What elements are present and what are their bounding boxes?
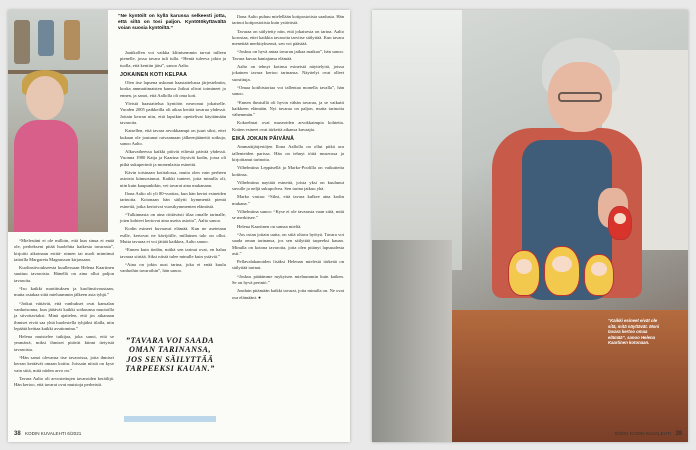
- pull-quote: ”TAVARA VOI SAADA OMAN TARINANSA, JOS SEN SÄILYTTÄÄ TARPEEKSI KAUAN.”: [125, 336, 215, 374]
- window: [372, 10, 462, 270]
- matryoshka-doll: [608, 206, 632, 240]
- paragraph: Olen itse lapsena uskonut haastattelussa järjestelmiin, koska ammattimaisten kanssa Jotkut olivat toimineet jo ennen, ja sanoi, että Aallolla oli oma koti.: [120, 80, 226, 98]
- page-number: 39: [675, 431, 682, 437]
- column-3-body-b: [232, 144, 344, 301]
- paragraph: Vilhelmiina nayttää esineitä, joista yksi on kuulunut suvulle jo neljä sukupolvea. Sen tarina jatkuu yhä.: [232, 179, 344, 192]
- paragraph: Ammattijärjestöjen Ilona Aallolla on ollut pitkä ura tallenteiden parissa. Hän on tehnyt töitä museossa ja kirjoittanut tarinoita.: [232, 144, 344, 162]
- shelf-object: [38, 20, 54, 56]
- page-footer: [615, 431, 682, 437]
- intro-lede: “Ne kyntöilt on kyllä karussa selkeesti jotta, että siltä on tosi paljon. Kyntötökyttävältä voian suosia kyntöiltä.”: [118, 14, 226, 32]
- paragraph: “Joskus päätämme mykyisen mieluummin kuin kaiken. Se on hyvä perintö.”: [232, 273, 344, 285]
- paragraph: Jouduin pitämään kaikki tavarat, joita minulla on. Ne ovat osa elämääni. ●: [232, 288, 344, 300]
- column-3-body: [232, 14, 344, 133]
- paragraph: “Tulkinnasta on aina riittävästi tilaa omalle tarinalle, joten kohteet kertovat aina useita asioita”, Aalto sanoo.: [120, 211, 226, 224]
- issue-number: 6/2021: [67, 431, 82, 436]
- paragraph: Pellavalakanoiden lisäksi Helenan mielestä tärkeää on säilyttää tarinat.: [232, 259, 344, 271]
- paragraph: “Aina on jokin uusi tarina, joka ei enää kuulu vanhoihin tavaroihin”, hän sanoo.: [120, 261, 226, 274]
- section-heading: EIKÄ JOKAIN PÄIVÄNÄ: [232, 136, 295, 143]
- issue-number: 6/2021: [614, 431, 629, 436]
- left-page: [8, 10, 350, 442]
- paragraph: “Mielestäni ei ole milloin, että kun sinua ei enää ole, perhekseni pitää huolehtia kaikesta tavarasta”, kirjoitti aikoinaan esittä- nimen tai nuoli mimiinsä taitoilla Margareta Magnusson kirjassaan.: [14, 238, 114, 262]
- paragraph: Jaatikollen voi vaikka kliinisemmin tarvat tulleen pienelle, jossa tavara tuli tulla. “Hentä tuleeva jokin ja tuolla, että kentiin jäisi”, sanoo Aalto.: [120, 50, 226, 68]
- page-number: 38: [14, 431, 21, 437]
- paragraph: Vilhelmiina Leppäsellä ja Marko-Poolilla on vaikutteita kotiinsa.: [232, 165, 344, 177]
- paragraph: Marko vastaa: “Siksi, että tavara kulkee aina kodin mukana.”: [232, 194, 344, 206]
- article-column-1: [14, 238, 114, 391]
- paragraph: Vilhelmiina sanoo: “Kyse ei ole tavarasta vaan siitä, mitä se merkitsee.”: [232, 209, 344, 221]
- paragraph: “Iso kaikki mariittuksen ja kuolinsiivoustaan, mutta ostakaa siitä mieluummin jälkeen asia tyhjä.”: [14, 286, 114, 298]
- woman-face: [26, 76, 64, 120]
- paragraph: Tavara Aalto oli arvostettujen tavaroiden keräilijä. Hän kertoo, että tavarat ovat muistoja perheistä.: [14, 375, 114, 388]
- paragraph: Aalto on tehnyt kotinsa esineistä näyttelyitä, joissa jokainen tavara kertoo tarinansa. Näyttelyt ovat olleet suosittuja.: [232, 64, 344, 82]
- shelf-object: [14, 20, 30, 64]
- knitted-mittens: [372, 240, 452, 442]
- column-2-intro: [120, 50, 226, 69]
- woman-figure: [14, 120, 78, 232]
- paragraph: Alkuvaiheessa kaikki pitivät eiliestä päivää yhdessä. Vuonna 1980 Katja ja Kaarina löysivät kodin, jossa oli pitkä sukuperintö ja monenlaisia esineitä.: [120, 149, 226, 167]
- paragraph: Katsellen, että tavara arvokkaampi on juuri siksi, ettei kukaan ole joutunut raivaamaan jälkeenjääneitä sotkuja, sanoo Aalto.: [120, 128, 226, 146]
- magazine-name: KODIN KUVALEHTI: [24, 431, 66, 436]
- paragraph: “Ennen ihmisillä oli hyvin vähän tavaraa, ja se vaikutti kaikkeen elämään. Nyt tavaraa on paljon, mutta tarinoita vähemmän.”: [232, 99, 344, 118]
- article-column-3: [232, 14, 344, 303]
- glasses: [558, 92, 602, 102]
- paragraph: Kokoelmat ovat museoiden arvokkaimpia kohteita. Kotien esineet ovat tärkeitä aikansa kuvaajia.: [232, 120, 344, 132]
- paragraph: Helena muistelee tutkijaa, joka sanoi, että se ymmärrä, miksi ihmiset pitävät kiinni tietyistä tavaroista.: [14, 334, 114, 352]
- paragraph: Ilona Aalto oli yli 80-vuotias, kun hän kertoi esineiden tarinoita. Kotonaan hän säilytti kymmeniä pieniä esineitä, jotka kertoivat vuosikymmenten elämästä.: [120, 190, 226, 209]
- paragraph: Kävin toisinaan kotitalossa, mutta olen vain perheen asioista kiinnostunut. Kaikki tunteet, joita minulla oli, niin kuin kaupunkikin, vei tavarat aina mukanaan.: [120, 170, 226, 188]
- matryoshka-doll: [584, 254, 614, 296]
- page-footer: [14, 431, 81, 437]
- magazine-name: KODIN KUVALEHTI: [630, 431, 672, 436]
- paragraph: Kodin esineet kuvaavat elämää. Kun ne asetetaan esille, kertovat ne kävijöille, millainen talo on ollut. Mutta tavaraa ei voi jättää kaikkea, Aalto sanoo.: [120, 226, 226, 245]
- paragraph: Yleistä haastattelua kyntöön neuvonut jokaiselle. Vuoden 2005 paikkeilla oli aikaa kerätä tavaraa yhdessä. Jottain kerran niin, että lapsikin opettelivat käyttämään tavaroita.: [120, 101, 226, 125]
- matryoshka-doll: [508, 250, 540, 296]
- paragraph: Ilona Aalto puhuu mielellään kotiposiotista saadusta. Hän tarinoi kotiposiotista kuin ystävästä.: [232, 14, 344, 26]
- pull-quote-bar: [124, 416, 216, 422]
- feature-photo: [372, 10, 688, 442]
- article-column-2: [120, 50, 226, 277]
- photo-caption: “Kaikki esineet eivät ole sitä, mitä näyttävät. Moni tavara kertoo omaa elämää”, sanoo Helena Kaartinen kotonaan.: [608, 318, 660, 346]
- paragraph: “Jos ostan joitain uutta, on siitä oltava hyötyä. Tavara voi saada oman tarinansa, jos sen säilyttää tarpeeksi kauan. Minulla on kotona tavaroita, joita olen pitänyt lapsuudesta asti.”: [232, 231, 344, 256]
- paragraph: “Jotkut vättävät, että vanhukset ovat kansalan vanhoisonna, kun jättävät kaikki sotkuunsa muotoilla ja siivottaviaksi. Minä ajattelen, että jos aikanaan ihmiset eivät saa yhtä huolestella tyhjäksi tilalla, niin lepäätä keittaa kaikki avuttomina.”: [14, 300, 114, 331]
- section-heading: JOKAINEN KOTI KELPAA: [120, 71, 188, 78]
- paragraph: “Hän sanoi olevansa itse tavaroissa, joita ihmiset kerran keräävät omaan kotiin. Joissain niistä on kyse vain siitä, mitä niiden arvo on.”: [14, 355, 114, 373]
- paragraph: Helena Kaartinen on samaa mieltä.: [237, 223, 302, 229]
- matryoshka-doll: [544, 246, 580, 296]
- paragraph: “Joskus on hyvä antaa tavaran jatkaa matkaa”, hän sanoo. Tavara kuvaa kantajansa elämää.: [232, 49, 344, 61]
- paragraph: “Omaa kotihistoriaa voi tallentaa monella tavalla”, hän sanoo.: [232, 84, 344, 97]
- paragraph: “Ennen kuin tiedän, mitkä sen tarinat ovat, en halua tavaraa siirtää. Siksi niistä tulee minulle kuin ystäviä.”: [120, 247, 226, 259]
- right-page: [372, 10, 688, 442]
- paragraph: Kuolinsiivoukseesta kuullessaan Helena Kaartinen suuttuu tavaroista. Hänellä on aina ollut paljon tavaroita.: [14, 265, 114, 283]
- portrait-photo: [8, 10, 108, 232]
- shelf-object: [64, 20, 80, 60]
- column-2-body: [120, 80, 226, 274]
- paragraph: Tavaraa on säilytetty niin, että jokaisesta on tarina. Aalto korostaa, ettei kaikkia tavaroita tarvitse säilyttää. Kun tavara menettää merkityksensä, sen voi päästää.: [232, 28, 344, 47]
